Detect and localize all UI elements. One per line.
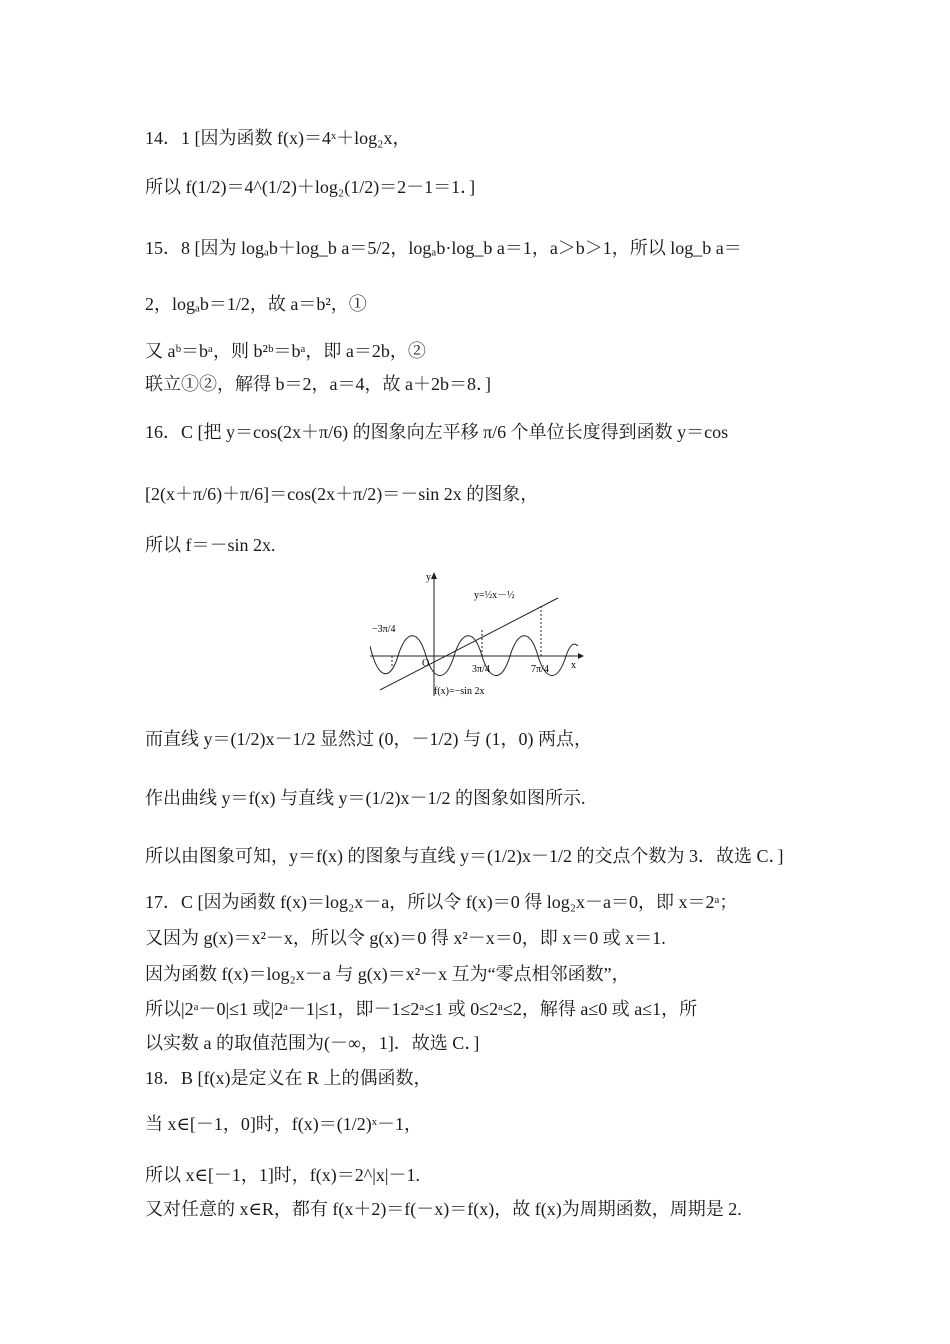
answer-16-line-1: 16．C [把 y＝cos(2x＋π/6) 的图象向左平移 π/6 个单位长度得到函数 y＝cos	[145, 422, 729, 442]
tick-3pi4: 3π/4	[472, 664, 490, 675]
answer-17-line-4: 所以|2ᵃ－0|≤1 或|2ᵃ－1|≤1，即－1≤2ᵃ≤1 或 0≤2ᵃ≤2，解得 a≤0 或 a≤1，所	[145, 999, 698, 1019]
tick-7pi4: 7π/4	[531, 664, 549, 675]
answer-15-line-2: 2，logₐb＝1/2，故 a＝b²，①	[145, 294, 367, 314]
answer-17-line-1: 17．C [因为函数 f(x)＝log₂x－a，所以令 f(x)＝0 得 log₂x－a＝0，即 x＝2ᵃ；	[145, 892, 738, 912]
graph-svg	[370, 570, 585, 698]
y-axis-arrow-icon	[431, 572, 437, 579]
answer-16-line-4: 而直线 y＝(1/2)x－1/2 显然过 (0，－1/2) 与 (1，0) 两点，	[145, 729, 592, 749]
answer-17-line-2: 又因为 g(x)＝x²－x，所以令 g(x)＝0 得 x²－x＝0，即 x＝0 或 x＝1.	[145, 928, 666, 948]
answer-15-line-1: 15．8 [因为 logₐb＋log_b a＝5/2，logₐb·log_b a＝1，a＞b＞1，所以 log_b a＝	[145, 238, 742, 258]
answer-17-line-3: 因为函数 f(x)＝log₂x－a 与 g(x)＝x²－x 互为“零点相邻函数”，	[145, 964, 630, 984]
answer-16-line-2: [2(x＋π/6)＋π/6]＝cos(2x＋π/2)＝－sin 2x 的图象，	[145, 484, 539, 504]
answer-17-line-5: 以实数 a 的取值范围为(－∞，1]．故选 C．]	[145, 1033, 480, 1053]
x-axis-label: x	[571, 660, 576, 671]
y-axis-label: y	[426, 572, 431, 583]
answer-15-line-4: 联立①②，解得 b＝2，a＝4，故 a＋2b＝8．]	[145, 374, 491, 394]
x-axis-arrow-icon	[578, 653, 584, 659]
answer-18-line-4: 又对任意的 x∈R，都有 f(x＋2)＝f(－x)＝f(x)，故 f(x)为周期函数，周期是 2.	[145, 1199, 742, 1219]
tick-neg-3pi4: −3π/4	[372, 624, 396, 635]
curve-label: f(x)=−sin 2x	[434, 686, 485, 697]
answer-14-line-1: 14．1 [因为函数 f(x)＝4ˣ＋log₂x，	[145, 128, 411, 148]
function-graph-figure	[370, 570, 585, 698]
straight-line	[380, 598, 558, 690]
line-label: y=½x－½	[474, 590, 515, 601]
answer-16-line-3: 所以 f＝－sin 2x.	[145, 535, 276, 555]
answer-14-line-2: 所以 f(1/2)＝4^(1/2)＋log₂(1/2)＝2－1＝1．]	[145, 177, 476, 197]
answer-16-line-6: 所以由图象可知，y＝f(x) 的图象与直线 y＝(1/2)x－1/2 的交点个数为 3．故选 C．]	[145, 846, 784, 866]
answer-18-line-1: 18．B [f(x)是定义在 R 上的偶函数，	[145, 1068, 432, 1088]
origin-label: O	[422, 658, 430, 669]
answer-18-line-3: 所以 x∈[－1，1]时，f(x)＝2^|x|－1.	[145, 1165, 420, 1185]
answer-18-line-2: 当 x∈[－1，0]时，f(x)＝(1/2)ˣ－1，	[145, 1114, 422, 1134]
answer-15-line-3: 又 aᵇ＝bᵃ，则 b²ᵇ＝bᵃ，即 a＝2b，②	[145, 341, 426, 361]
answer-16-line-5: 作出曲线 y＝f(x) 与直线 y＝(1/2)x－1/2 的图象如图所示.	[145, 788, 586, 808]
